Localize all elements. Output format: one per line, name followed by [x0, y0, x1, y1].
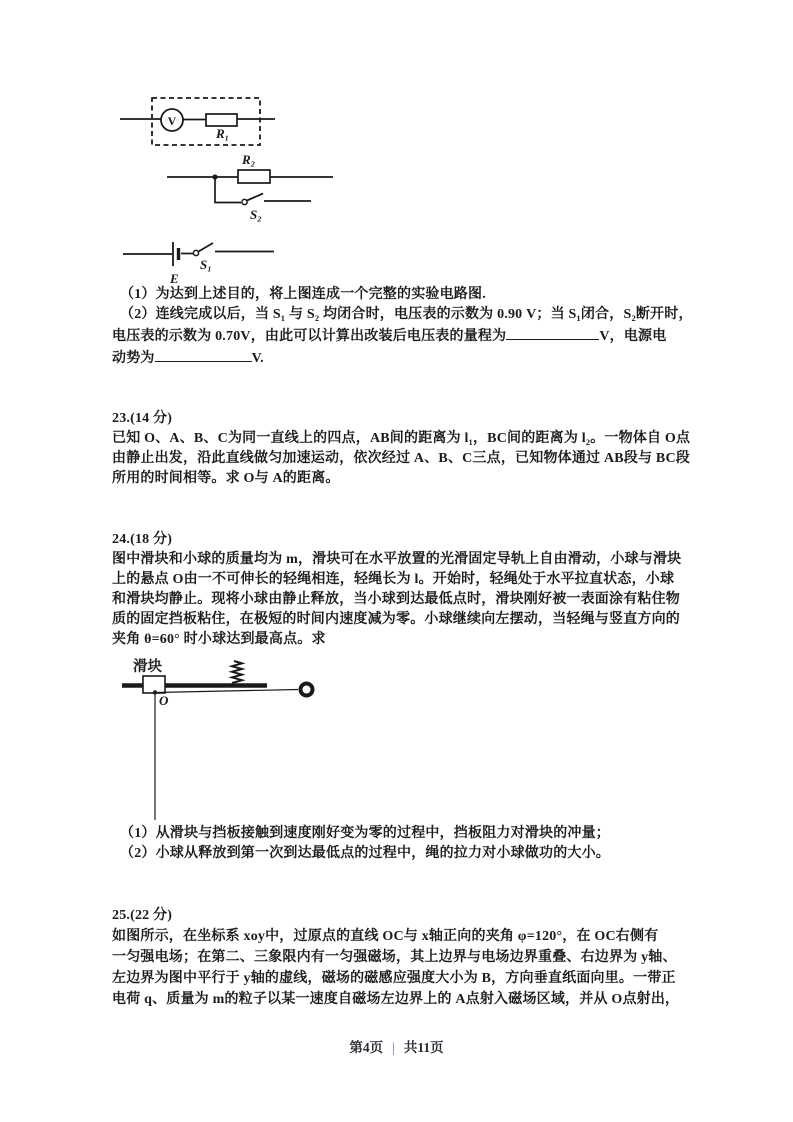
slider-ball-figure: [108, 652, 408, 832]
question-24: [112, 530, 690, 650]
switch-s2-pivot: [242, 199, 247, 204]
voltmeter-label: V: [167, 114, 177, 128]
q25-header: 25.(22 分): [112, 908, 173, 923]
q22-line-4: [112, 347, 690, 369]
baffle-spring-symbol: [232, 661, 242, 683]
q24-item: （2）小球从释放到第一次到达最低点的过程中，绳的拉力对小球做功的大小。: [120, 846, 610, 861]
resistor-r1-symbol: [206, 114, 237, 126]
answer-blank-voltmeter-range: [506, 325, 599, 340]
switch-s1-label: S₁: [200, 257, 212, 272]
answer-blank-emf: [155, 347, 252, 362]
voltmeter-module: [120, 98, 275, 145]
question-23: [112, 409, 690, 489]
slider-ball-diagram: [108, 652, 408, 827]
question-22-text: [112, 285, 693, 369]
q22-item-2: （2）连线完成以后，当 S₁ 与 S₂ 均闭合时，电压表的示数为 0.90 V；当 S₁闭合，S₂断开时，: [120, 307, 693, 322]
q23-line: 由静止出发，沿此直线做匀加速运动，依次经过 A、B、C三点，已知物体通过 AB段与 BC段: [112, 451, 690, 466]
footer-page-number: 第4页: [349, 1040, 384, 1055]
q25-line: 电荷 q、质量为 m的粒子以某一速度自磁场左边界上的 A点射入磁场区域，并从 O点射出，: [112, 992, 680, 1007]
switch-s1-pivot: [193, 250, 198, 255]
ball-symbol: [301, 684, 313, 696]
battery-label: E: [170, 271, 179, 286]
q24-line: 上的悬点 O由一不可伸长的轻绳相连，轻绳长为 l。开始时，轻绳处于水平拉直状态，小球: [112, 572, 675, 587]
q22-line3-tail: V，电源电: [599, 329, 667, 344]
circuit-diagram: [108, 88, 418, 293]
question-25: [112, 905, 690, 1010]
r2-s2-branch: [167, 152, 333, 222]
switch-s1-blade: [199, 243, 214, 252]
switch-s2-label: S₂: [250, 207, 262, 222]
footer-separator: |: [392, 1040, 395, 1055]
q25-line: 左边界为图中平行于 y轴的虚线，磁场的磁感应强度大小为 B，方向垂直纸面向里。一带正: [112, 971, 676, 986]
q22-line4-text: 动势为: [112, 351, 155, 366]
q25-line: 如图所示，在坐标系 xoy中，过原点的直线 OC与 x轴正向的夹角 φ=120°，在 OC右侧有: [112, 929, 659, 944]
slider-block: [143, 676, 165, 693]
q24-line: 图中滑块和小球的质量均为 m，滑块可在水平放置的光滑固定导轨上自由滑动，小球与滑块: [112, 552, 682, 567]
resistor-r1-label: R₁: [216, 126, 230, 141]
q23-line: 已知 O、A、B、C为同一直线上的四点，AB间的距离为 l₁，BC间的距离为 l₂。一物体自 O点: [112, 431, 691, 446]
q22-item-1: （1）为达到上述目的，将上图连成一个完整的实验电路图.: [120, 287, 486, 302]
footer-total-pages: 共11页: [403, 1040, 444, 1055]
battery-s1-branch: [123, 242, 274, 286]
q23-header: 23.(14 分): [112, 411, 173, 426]
q25-line: 一匀强电场；在第二、三象限内有一匀强磁场，其上边界与电场边界重叠、右边界为 y轴、: [112, 950, 677, 965]
question-24-items: [112, 824, 690, 864]
slider-label: 滑块: [133, 659, 162, 675]
q23-line: 所用的时间相等。求 O与 A的距离。: [112, 471, 340, 486]
q24-line: 和滑块均静止。现将小球由静止释放，当小球到达最低点时，滑块刚好被一表面涂有粘住物: [112, 592, 680, 607]
q22-line3-text: 电压表的示数为 0.70V，由此可以计算出改装后电压表的量程为: [112, 329, 507, 344]
resistor-r2-symbol: [238, 170, 270, 183]
page-footer: [0, 1036, 793, 1056]
rope-horizontal: [155, 690, 298, 693]
pivot-label: O: [159, 693, 169, 708]
q24-item: （1）从滑块与挡板接触到速度刚好变为零的过程中，挡板阻力对滑块的冲量；: [120, 826, 610, 841]
q24-line: 夹角 θ=60° 时小球达到最高点。求: [112, 632, 326, 647]
circuit-figure: [108, 88, 418, 298]
switch-s2-blade: [247, 194, 263, 201]
resistor-r2-label: R₂: [242, 152, 256, 167]
q24-line: 质的固定挡板粘住，在极短的时间内速度减为零。小球继续向左摆动，当轻绳与竖直方向的: [112, 612, 680, 627]
q22-line4-tail: V.: [251, 351, 264, 366]
q24-header: 24.(18 分): [112, 532, 173, 547]
q22-line-3: [112, 325, 690, 347]
